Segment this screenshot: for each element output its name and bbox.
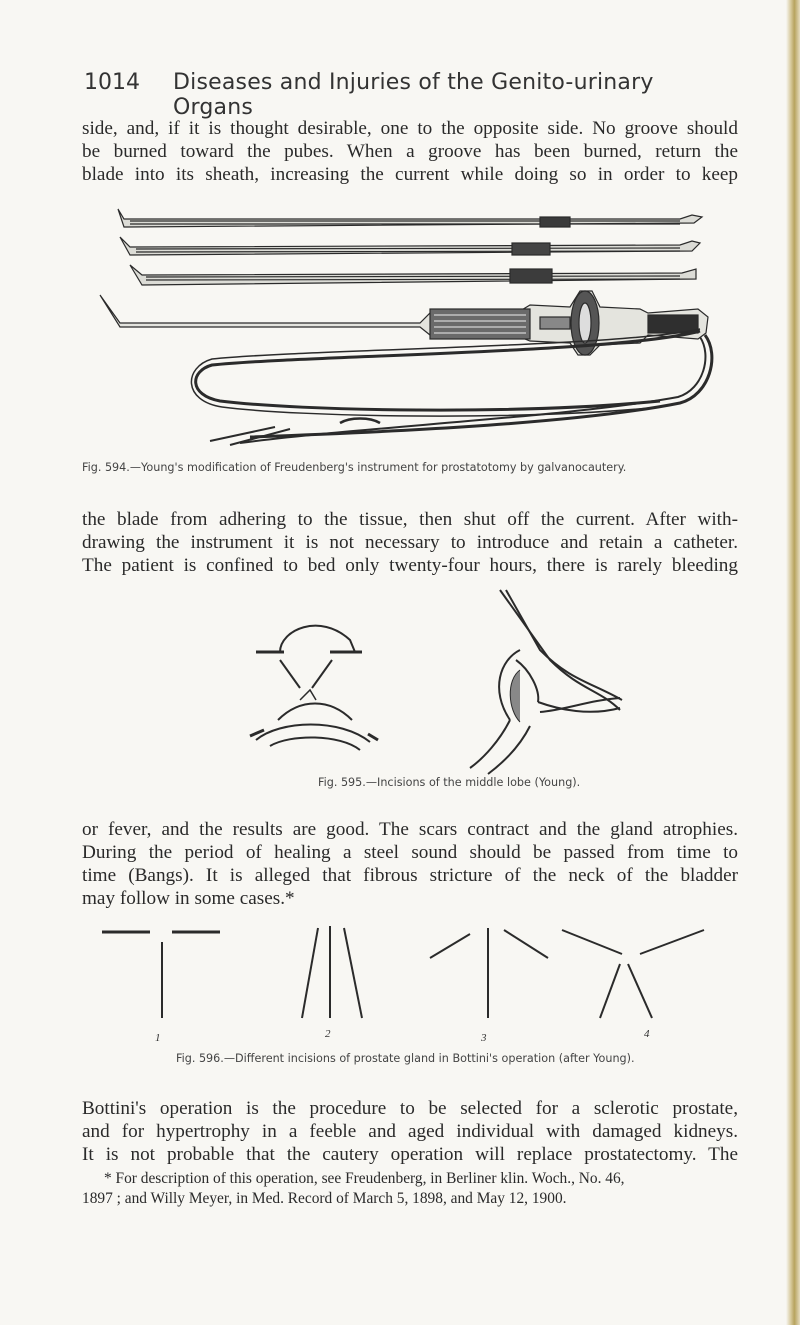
paragraph-line: be burned toward the pubes. When a groove has been burned, return the: [82, 141, 738, 162]
paragraph-line: and for hypertrophy in a feeble and aged individual with damaged kidneys.: [82, 1121, 738, 1142]
figure-596-label: 1: [155, 1032, 161, 1044]
paragraph-line: The patient is confined to bed only twenty-four hours, there is rarely bleeding: [82, 555, 738, 576]
footnote-line: * For description of this operation, see Freudenberg, in Berliner klin. Woch., No. 46,: [104, 1170, 625, 1187]
paragraph-line: Bottini's operation is the procedure to be selected for a sclerotic prostate,: [82, 1098, 738, 1119]
paragraph-line: may follow in some cases.*: [82, 888, 295, 909]
page-edge-shadow: [786, 0, 800, 1325]
figure-596-caption: Fig. 596.—Different incisions of prostate gland in Bottini's operation (after Young).: [176, 1052, 635, 1065]
figure-594-caption: Fig. 594.—Young's modification of Freudenberg's instrument for prostatotomy by galvanocautery.: [82, 461, 627, 474]
paragraph-line: the blade from adhering to the tissue, then shut off the current. After with-: [82, 509, 738, 530]
figure-596-incisions: [100, 918, 720, 1028]
paragraph-line: blade into its sheath, increasing the current while doing so in order to keep: [82, 164, 738, 185]
figure-595-incisions: [220, 590, 640, 780]
paragraph-line: time (Bangs). It is alleged that fibrous stricture of the neck of the bladder: [82, 865, 738, 886]
figure-594-instrument: [100, 205, 720, 455]
page-number: 1014: [84, 70, 140, 95]
figure-596-label: 3: [481, 1032, 487, 1044]
paragraph-line: or fever, and the results are good. The scars contract and the gland atrophies.: [82, 819, 738, 840]
figure-596-label: 2: [325, 1028, 331, 1040]
paragraph-line: During the period of healing a steel sound should be passed from time to: [82, 842, 738, 863]
paragraph-line: It is not probable that the cautery operation will replace prostatectomy. The: [82, 1144, 738, 1165]
footnote-line: 1897 ; and Willy Meyer, in Med. Record of March 5, 1898, and May 12, 1900.: [82, 1190, 567, 1207]
paragraph-line: side, and, if it is thought desirable, one to the opposite side. No groove should: [82, 118, 738, 139]
running-title: Diseases and Injuries of the Genito-urinary Organs: [173, 70, 654, 120]
figure-596-label: 4: [644, 1028, 650, 1040]
figure-595-caption: Fig. 595.—Incisions of the middle lobe (Young).: [318, 776, 581, 789]
paragraph-line: drawing the instrument it is not necessary to introduce and retain a catheter.: [82, 532, 738, 553]
running-header: [84, 70, 724, 120]
